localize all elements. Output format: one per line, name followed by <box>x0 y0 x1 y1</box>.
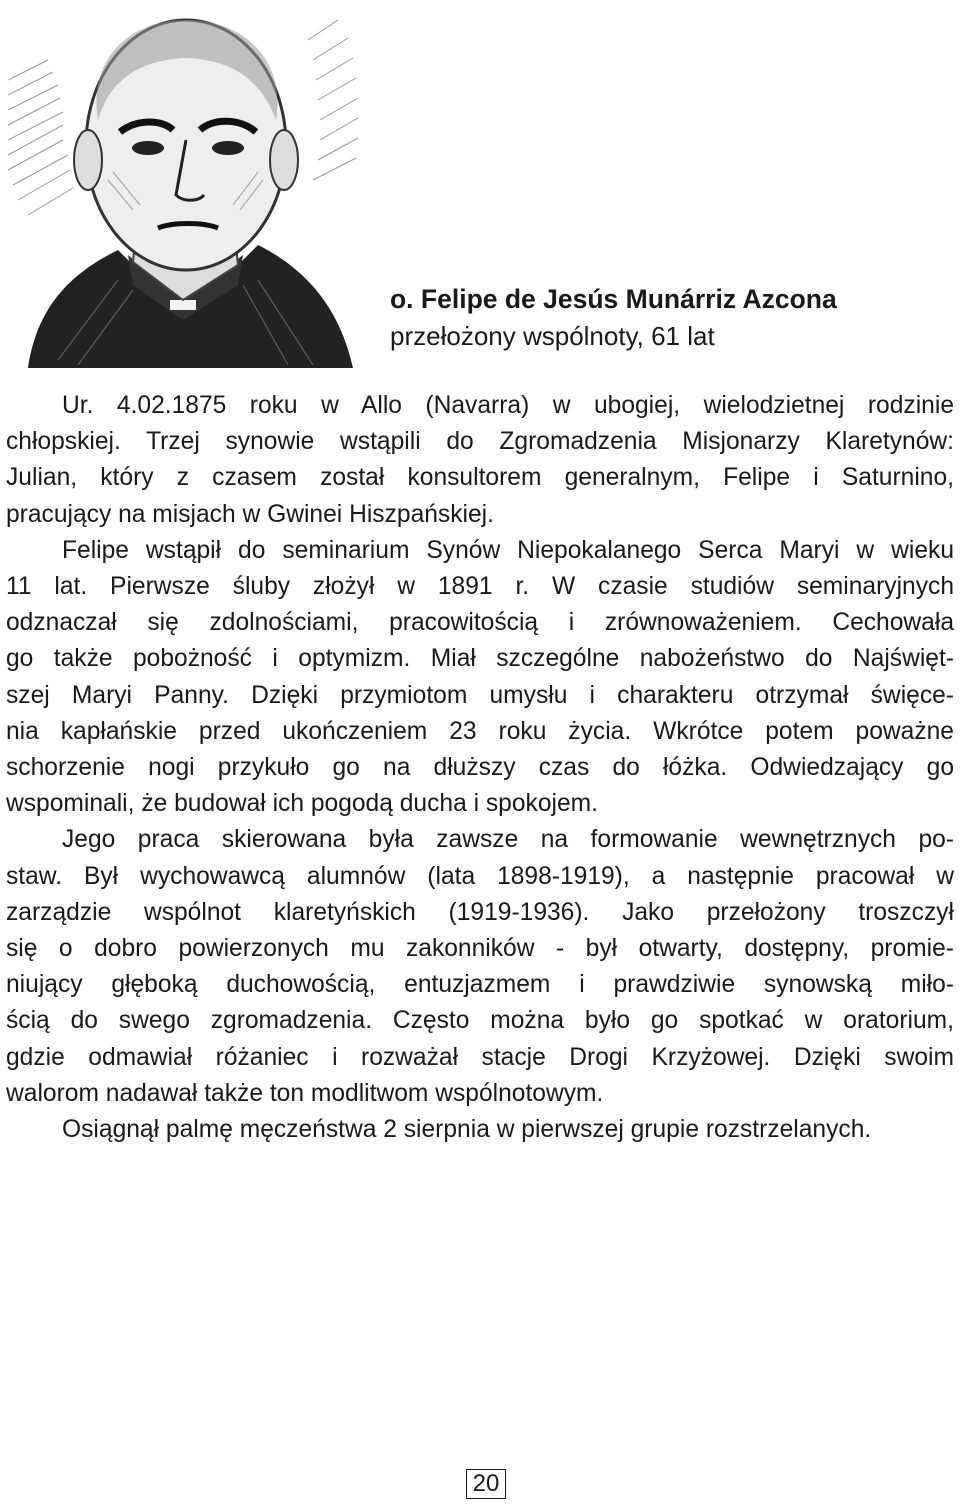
paragraph-3-cont <box>6 859 954 1112</box>
paragraph-1 <box>6 388 954 424</box>
text-line: niujący głęboką duchowością, entuzjazmem i prawdziwie synowską miło- <box>6 971 954 999</box>
text-line: go także pobożność i optymizm. Miał szczególne nabożeństwo do Najświęt- <box>6 645 954 673</box>
text-line: chłopskiej. Trzej synowie wstąpili do Zgromadzenia Misjonarzy Klaretynów: <box>6 428 954 456</box>
person-name: o. Felipe de Jesús Munárriz Azcona <box>390 284 837 314</box>
text-line: pracujący na misjach w Gwinei Hiszpańskiej. <box>6 500 494 528</box>
text-line: gdzie odmawiał różaniec i rozważał stacje Drogi Krzyżowej. Dzięki swoim <box>6 1043 954 1071</box>
text-line: nia kapłańskie przed ukończeniem 23 roku życia. Wkrótce potem poważne <box>6 717 954 745</box>
portrait-drawing <box>8 0 360 368</box>
text-line: walorom nadawał także ton modlitwom wspólnotowym. <box>6 1079 604 1107</box>
biography-text <box>6 388 954 1148</box>
text-line: schorzenie nogi przykuło go na dłuższy czas do łóżka. Odwiedzający go <box>6 754 954 782</box>
text-line: wspominali, że budował ich pogodą ducha i spokojem. <box>6 790 598 818</box>
text-line: Felipe wstąpił do seminarium Synów Niepokalanego Serca Maryi w wieku <box>62 536 954 564</box>
paragraph-4 <box>6 1112 954 1148</box>
paragraph-2-cont <box>6 569 954 822</box>
text-line: Osiągnął palmę męczeństwa 2 sierpnia w pierwszej grupie rozstrzelanych. <box>62 1116 872 1144</box>
text-line: szej Maryi Panny. Dzięki przymiotom umysłu i charakteru otrzymał święce- <box>6 681 954 709</box>
person-role: przełożony wspólnoty, 61 lat <box>390 321 715 351</box>
text-line: Jego praca skierowana była zawsze na formowanie wewnętrznych po- <box>62 826 954 854</box>
paragraph-3 <box>6 822 954 858</box>
paragraph-1-cont <box>6 424 954 533</box>
text-line: ścią do swego zgromadzenia. Często można było go spotkać w oratorium, <box>6 1007 954 1035</box>
page-number: 20 <box>466 1469 506 1499</box>
text-line: 11 lat. Pierwsze śluby złożył w 1891 r. W czasie studiów seminaryjnych <box>6 573 954 601</box>
text-line: zarządzie wspólnot klaretyńskich (1919-1936). Jako przełożony troszczył <box>6 898 954 926</box>
text-line: odznaczał się zdolnościami, pracowitością i zrównoważeniem. Cechowała <box>6 609 954 637</box>
text-line: się o dobro powierzonych mu zakonników - był otwarty, dostępny, promie- <box>6 935 954 963</box>
text-line: staw. Był wychowawcą alumnów (lata 1898-1919), a następnie pracował w <box>6 862 954 890</box>
text-line: Julian, który z czasem został konsultorem generalnym, Felipe i Saturnino, <box>6 464 954 492</box>
paragraph-2 <box>6 533 954 569</box>
text-line: Ur. 4.02.1875 roku w Allo (Navarra) w ubogiej, wielodzietnej rodzinie <box>62 392 954 419</box>
